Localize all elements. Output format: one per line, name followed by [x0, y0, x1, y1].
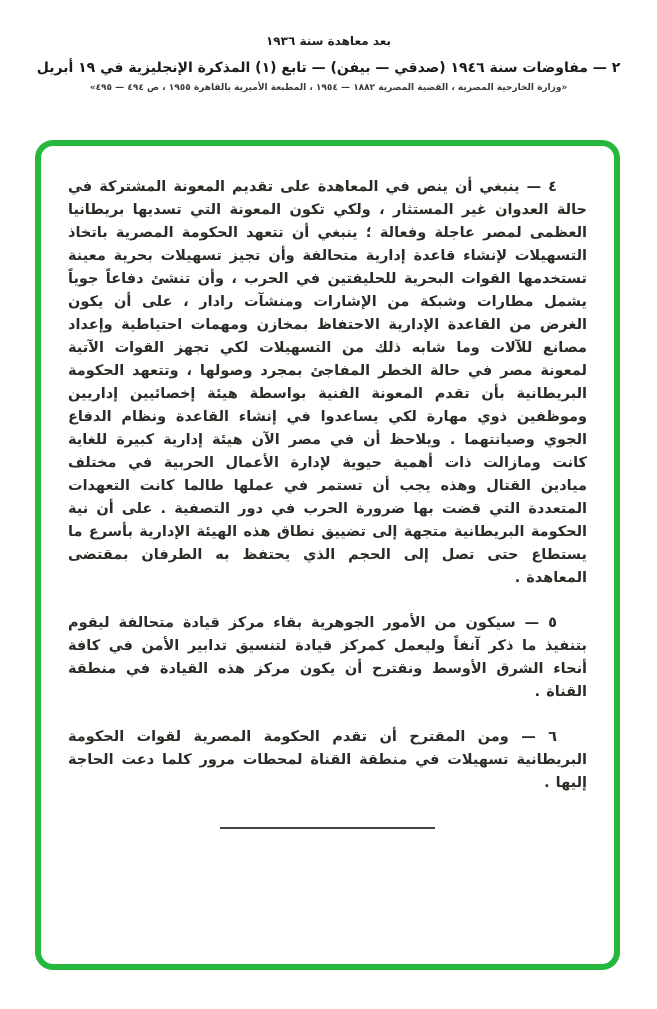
- end-divider: [220, 827, 435, 829]
- header-context-line: بعد معاهدة سنة ١٩٣٦: [265, 34, 392, 48]
- page-header: [0, 0, 657, 93]
- source-citation: «وزارة الخارجية المصرية ، القضية المصرية ١٨٨٢ — ١٩٥٤ ، المطبعة الأميرية بالقاهرة ١٩٥٥ ، ص ٤٩٤ — ٤٩٥»: [89, 83, 568, 93]
- paragraph-5: ٥ — سيكون من الأمور الجوهرية بقاء مركز قيادة متحالفة ليقوم بتنفيذ ما ذكر آنفاً وليعمل كمركز قيادة لتنسيق تدابير الأمن في كافة أنحاء الشرق الأوسط ونقترح أن يكون مركز هذه القيادة في منطقة القناة .: [68, 615, 587, 700]
- paragraph-4: ٤ — ينبغي أن ينص في المعاهدة على تقديم المعونة المشتركة في حالة العدوان غير المستثار ، ولكي تكون المعونة التي تسديها بريطانيا العظمى لمصر عاجلة وفعالة ؛ ينبغي أن تتعهد الحكومة المصرية باتخاذ التسهيلات لإنشاء قاعدة إدارية متحالفة وأن تجيز تسهيلات بحرية معينة تستخدمها القوات البحرية للحليفتين في الحرب ، وأن تنشئ دفاعاً جوياً يشمل مطارات وشبكة من الإشارات ومنشآت رادار ، على أن يكون الغرض من القاعدة الإدارية الاحتفاظ بمخازن ومهمات احتياطية وإعداد مصانع للآلات وما شابه ذلك من التسهيلات لكي تجهز القوات الآتية لمعونة مصر في حالة الخطر المفاجئ بمجرد وصولها ، وتتعهد الحكومة البريطانية بأن تقدم المعونة الفنية بواسطة هيئة إخصائيين إداريين وموظفين ذوي مهارة لكي يساعدوا في إنشاء القاعدة ونظام الدفاع الجوي وصيانتهما . ويلاحظ أن في مصر الآن هيئة إدارية كبيرة للغاية كانت ومازالت ذات أهمية حيوية لإدارة الأعمال الحربية في مختلف ميادين القتال وهذه يجب أن تستمر في عملها طالما كانت التعهدات المتعددة التي قضت بها ضرورة الحرب في دور التصفية . على أن نية الحكومة البريطانية متجهة إلى تضييق نطاق هذه الهيئة الإدارية بأسرع ما يستطاع حتى تصل إلى الحجم الذي يحتفظ به الطرفان بمقتضى المعاهدة .: [68, 179, 587, 586]
- paragraph-6: ٦ — ومن المقترح أن تقدم الحكومة المصرية لقوات الحكومة البريطانية تسهيلات في منطقة القناة لمحطات مرور كلما دعت الحاجة إليها .: [68, 729, 587, 791]
- bordered-content-frame: [35, 140, 620, 970]
- document-title: ٢ — مفاوضات سنة ١٩٤٦ (صدقي — بيفن) — تابع (١) المذكرة الإنجليزية في ١٩ أبريل: [36, 60, 621, 76]
